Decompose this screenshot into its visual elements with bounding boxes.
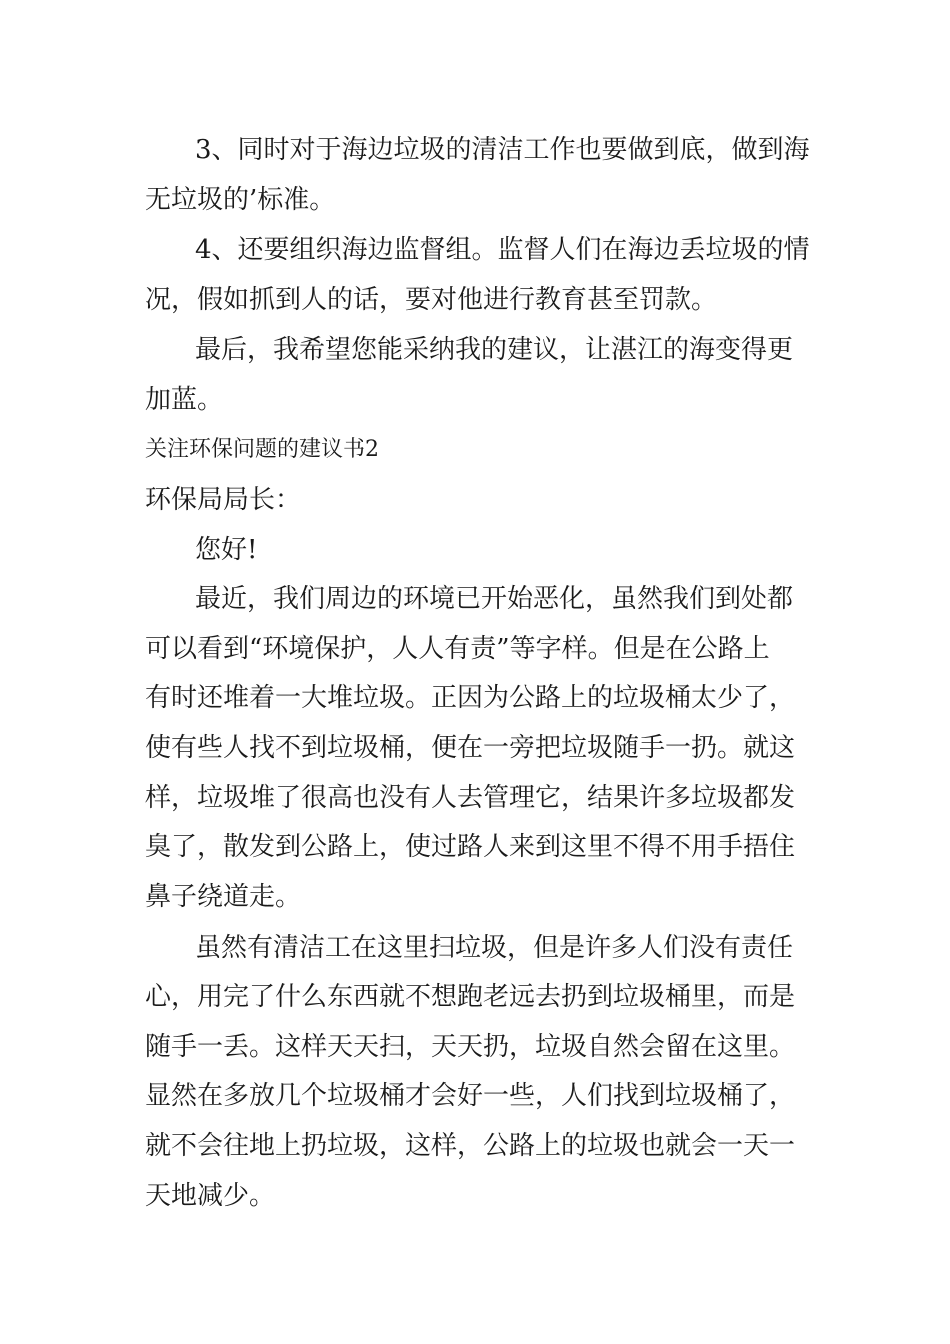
paragraph-line: 况，假如抓到人的话，要对他进行教育甚至罚款。 xyxy=(145,285,718,315)
paragraph-line: 4、还要组织海边监督组。监督人们在海边丢垃圾的情 xyxy=(195,235,810,265)
salutation-recipient: 环保局局长： xyxy=(145,485,302,515)
paragraph-line: 无垃圾的’标准。 xyxy=(145,185,336,215)
paragraph-line: 显然在多放几个垃圾桶才会好一些，人们找到垃圾桶了， xyxy=(145,1081,796,1111)
paragraph-line: 随手一丢。这样天天扫，天天扔，垃圾自然会留在这里。 xyxy=(145,1032,796,1062)
paragraph-line: 最后，我希望您能采纳我的建议，让湛江的海变得更 xyxy=(195,335,794,365)
greeting: 您好! xyxy=(195,535,258,565)
paragraph-line: 加蓝。 xyxy=(145,385,224,415)
paragraph-line: 最近，我们周边的环境已开始恶化，虽然我们到处都 xyxy=(195,584,794,614)
paragraph-line: 鼻子绕道走。 xyxy=(145,882,302,912)
paragraph-line: 3、同时对于海边垃圾的清洁工作也要做到底，做到海 xyxy=(195,135,810,165)
paragraph-line: 就不会往地上扔垃圾，这样，公路上的垃圾也就会一天一 xyxy=(145,1131,796,1161)
paragraph-line: 臭了，散发到公路上，使过路人来到这里不得不用手捂住 xyxy=(145,832,796,862)
paragraph-line: 样，垃圾堆了很高也没有人去管理它，结果许多垃圾都发 xyxy=(145,783,796,813)
paragraph-line: 天地减少。 xyxy=(145,1181,276,1211)
paragraph-line: 可以看到“环境保护，人人有责”等字样。但是在公路上 xyxy=(145,634,770,664)
section-title: 关注环保问题的建议书2 xyxy=(145,437,379,462)
paragraph-line: 虽然有清洁工在这里扫垃圾，但是许多人们没有责任 xyxy=(195,933,794,963)
paragraph-line: 有时还堆着一大堆垃圾。正因为公路上的垃圾桶太少了， xyxy=(145,683,796,713)
paragraph-line: 使有些人找不到垃圾桶，便在一旁把垃圾随手一扔。就这 xyxy=(145,733,796,763)
paragraph-line: 心，用完了什么东西就不想跑老远去扔到垃圾桶里，而是 xyxy=(145,982,796,1012)
